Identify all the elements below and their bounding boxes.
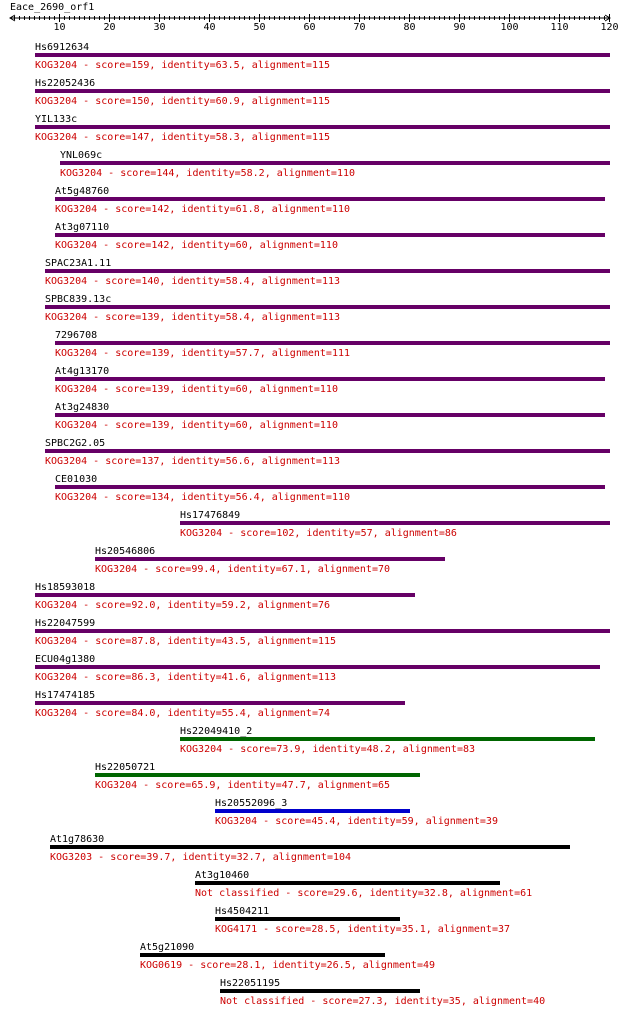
hit-row[interactable] xyxy=(55,186,605,215)
ruler-tick-label: 110 xyxy=(550,22,569,33)
hit-description: KOG3204 - score=139, identity=60, alignment=110 xyxy=(55,384,338,395)
hit-description: KOG3204 - score=86.3, identity=41.6, alignment=113 xyxy=(35,672,337,683)
hit-description: KOG3204 - score=142, identity=60, alignment=110 xyxy=(55,240,338,251)
hit-row[interactable] xyxy=(35,618,610,647)
hit-description: KOG3204 - score=139, identity=58.4, alignment=113 xyxy=(45,312,341,323)
hit-bar[interactable] xyxy=(35,593,415,597)
hit-bar[interactable] xyxy=(50,845,570,849)
hit-name: Hs22049410_2 xyxy=(180,726,253,737)
hit-bar[interactable] xyxy=(140,953,385,957)
hit-row[interactable] xyxy=(35,42,610,71)
hit-row[interactable] xyxy=(45,438,610,467)
hit-description: KOG3204 - score=139, identity=60, alignment=110 xyxy=(55,420,338,431)
hit-description: KOG3204 - score=84.0, identity=55.4, alignment=74 xyxy=(35,708,331,719)
hit-row[interactable] xyxy=(35,690,405,719)
hit-description: Not classified - score=27.3, identity=35, alignment=40 xyxy=(220,996,546,1007)
hit-name: Hs22050721 xyxy=(95,762,156,773)
ruler-tick-label: 70 xyxy=(353,22,366,33)
hit-row[interactable] xyxy=(180,510,610,539)
query-ruler xyxy=(10,14,619,33)
hit-row[interactable] xyxy=(55,222,605,251)
hit-row[interactable] xyxy=(95,546,445,575)
ruler-tick-label: 10 xyxy=(53,22,66,33)
hit-description: KOG3204 - score=137, identity=56.6, alignment=113 xyxy=(45,456,341,467)
hit-name: Hs22052436 xyxy=(35,78,96,89)
hit-bar[interactable] xyxy=(45,269,610,273)
hit-bar[interactable] xyxy=(195,881,500,885)
hit-name: SPBC2G2.05 xyxy=(45,438,106,449)
hit-name: Hs4504211 xyxy=(215,906,270,917)
hit-description: KOG3204 - score=150, identity=60.9, alignment=115 xyxy=(35,96,331,107)
ruler-tick-label: 60 xyxy=(303,22,316,33)
hit-description: KOG3203 - score=39.7, identity=32.7, alignment=104 xyxy=(50,852,352,863)
query-title: Eace_2690_orf1 xyxy=(10,2,95,13)
hit-row[interactable] xyxy=(195,870,532,899)
hit-row[interactable] xyxy=(95,762,420,791)
hit-bar[interactable] xyxy=(35,665,600,669)
hit-row[interactable] xyxy=(180,726,595,755)
hit-bar[interactable] xyxy=(55,413,605,417)
hit-bar[interactable] xyxy=(35,89,610,93)
hit-bar[interactable] xyxy=(220,989,420,993)
hit-row[interactable] xyxy=(220,978,545,1007)
hit-name: Hs6912634 xyxy=(35,42,90,53)
hit-bar[interactable] xyxy=(55,485,605,489)
hit-name: At4g13170 xyxy=(55,366,110,377)
hit-bar[interactable] xyxy=(180,521,610,525)
hit-bar[interactable] xyxy=(35,701,405,705)
hit-description: KOG3204 - score=87.8, identity=43.5, alignment=115 xyxy=(35,636,337,647)
hit-bar[interactable] xyxy=(95,773,420,777)
hit-row[interactable] xyxy=(45,294,610,323)
hit-description: KOG3204 - score=102, identity=57, alignment=86 xyxy=(180,528,457,539)
hit-row[interactable] xyxy=(35,582,415,611)
hit-row[interactable] xyxy=(35,78,610,107)
hit-name: At3g24830 xyxy=(55,402,110,413)
hit-description: KOG3204 - score=65.9, identity=47.7, alignment=65 xyxy=(95,780,391,791)
hit-name: At3g10460 xyxy=(195,870,250,881)
hit-name: ECU04g1380 xyxy=(35,654,96,665)
hit-name: At5g48760 xyxy=(55,186,110,197)
hit-name: YIL133c xyxy=(35,114,78,125)
hit-description: KOG4171 - score=28.5, identity=35.1, alignment=37 xyxy=(215,924,511,935)
hit-row[interactable] xyxy=(55,474,605,503)
hit-row[interactable] xyxy=(35,114,610,143)
hit-name: CE01030 xyxy=(55,474,98,485)
hit-row[interactable] xyxy=(55,366,605,395)
hit-row[interactable] xyxy=(60,150,610,179)
hit-name: At1g78630 xyxy=(50,834,105,845)
hit-row[interactable] xyxy=(215,798,498,827)
hit-description: KOG3204 - score=147, identity=58.3, alignment=115 xyxy=(35,132,331,143)
hit-description: KOG3204 - score=99.4, identity=67.1, alignment=70 xyxy=(95,564,391,575)
hit-name: SPAC23A1.11 xyxy=(45,258,112,269)
hit-name: Hs22051195 xyxy=(220,978,281,989)
hit-row[interactable] xyxy=(45,258,610,287)
ruler-tick-label: 30 xyxy=(153,22,166,33)
hit-name: Hs17476849 xyxy=(180,510,241,521)
hit-description: KOG3204 - score=92.0, identity=59.2, alignment=76 xyxy=(35,600,331,611)
hit-bar[interactable] xyxy=(55,197,605,201)
hit-name: YNL069c xyxy=(60,150,103,161)
ruler-tick-label: 90 xyxy=(453,22,466,33)
hit-list xyxy=(35,42,610,1007)
hit-row[interactable] xyxy=(55,402,605,431)
hit-description: KOG3204 - score=73.9, identity=48.2, alignment=83 xyxy=(180,744,476,755)
hit-bar[interactable] xyxy=(35,629,610,633)
hit-bar[interactable] xyxy=(55,233,605,237)
hit-description: KOG3204 - score=139, identity=57.7, alignment=111 xyxy=(55,348,351,359)
hit-description: KOG3204 - score=140, identity=58.4, alignment=113 xyxy=(45,276,341,287)
hit-bar[interactable] xyxy=(45,449,610,453)
hit-description: Not classified - score=29.6, identity=32.8, alignment=61 xyxy=(195,888,533,899)
hit-row[interactable] xyxy=(50,834,570,863)
hit-bar[interactable] xyxy=(45,305,610,309)
hit-row[interactable] xyxy=(215,906,510,935)
hit-bar[interactable] xyxy=(60,161,610,165)
hit-description: KOG0619 - score=28.1, identity=26.5, alignment=49 xyxy=(140,960,436,971)
hit-bar[interactable] xyxy=(35,53,610,57)
hit-bar[interactable] xyxy=(55,341,610,345)
ruler-tick-label: 100 xyxy=(500,22,519,33)
hit-bar[interactable] xyxy=(180,737,595,741)
hit-bar[interactable] xyxy=(55,377,605,381)
hit-row[interactable] xyxy=(140,942,435,971)
ruler-tick-label: 120 xyxy=(600,22,619,33)
hit-name: At5g21090 xyxy=(140,942,195,953)
hit-bar[interactable] xyxy=(215,917,400,921)
hit-description: KOG3204 - score=134, identity=56.4, alignment=110 xyxy=(55,492,351,503)
ruler-tick-label: 80 xyxy=(403,22,416,33)
ruler-tick-label: 50 xyxy=(253,22,266,33)
hit-description: KOG3204 - score=45.4, identity=59, alignment=39 xyxy=(215,816,498,827)
hit-name: 7296708 xyxy=(55,330,98,341)
hit-bar[interactable] xyxy=(35,125,610,129)
ruler-tick-label: 40 xyxy=(203,22,216,33)
hit-name: SPBC839.13c xyxy=(45,294,112,305)
hit-bar[interactable] xyxy=(95,557,445,561)
hit-row[interactable] xyxy=(55,330,610,359)
hit-name: Hs18593018 xyxy=(35,582,96,593)
hit-name: At3g07110 xyxy=(55,222,110,233)
hit-name: Hs20546806 xyxy=(95,546,156,557)
hit-row[interactable] xyxy=(35,654,600,683)
hit-name: Hs17474185 xyxy=(35,690,96,701)
ruler-tick-label: 20 xyxy=(103,22,116,33)
hit-name: Hs22047599 xyxy=(35,618,96,629)
hit-description: KOG3204 - score=142, identity=61.8, alignment=110 xyxy=(55,204,351,215)
hit-name: Hs20552096_3 xyxy=(215,798,288,809)
hit-description: KOG3204 - score=159, identity=63.5, alignment=115 xyxy=(35,60,331,71)
hit-description: KOG3204 - score=144, identity=58.2, alignment=110 xyxy=(60,168,356,179)
hit-bar[interactable] xyxy=(215,809,410,813)
